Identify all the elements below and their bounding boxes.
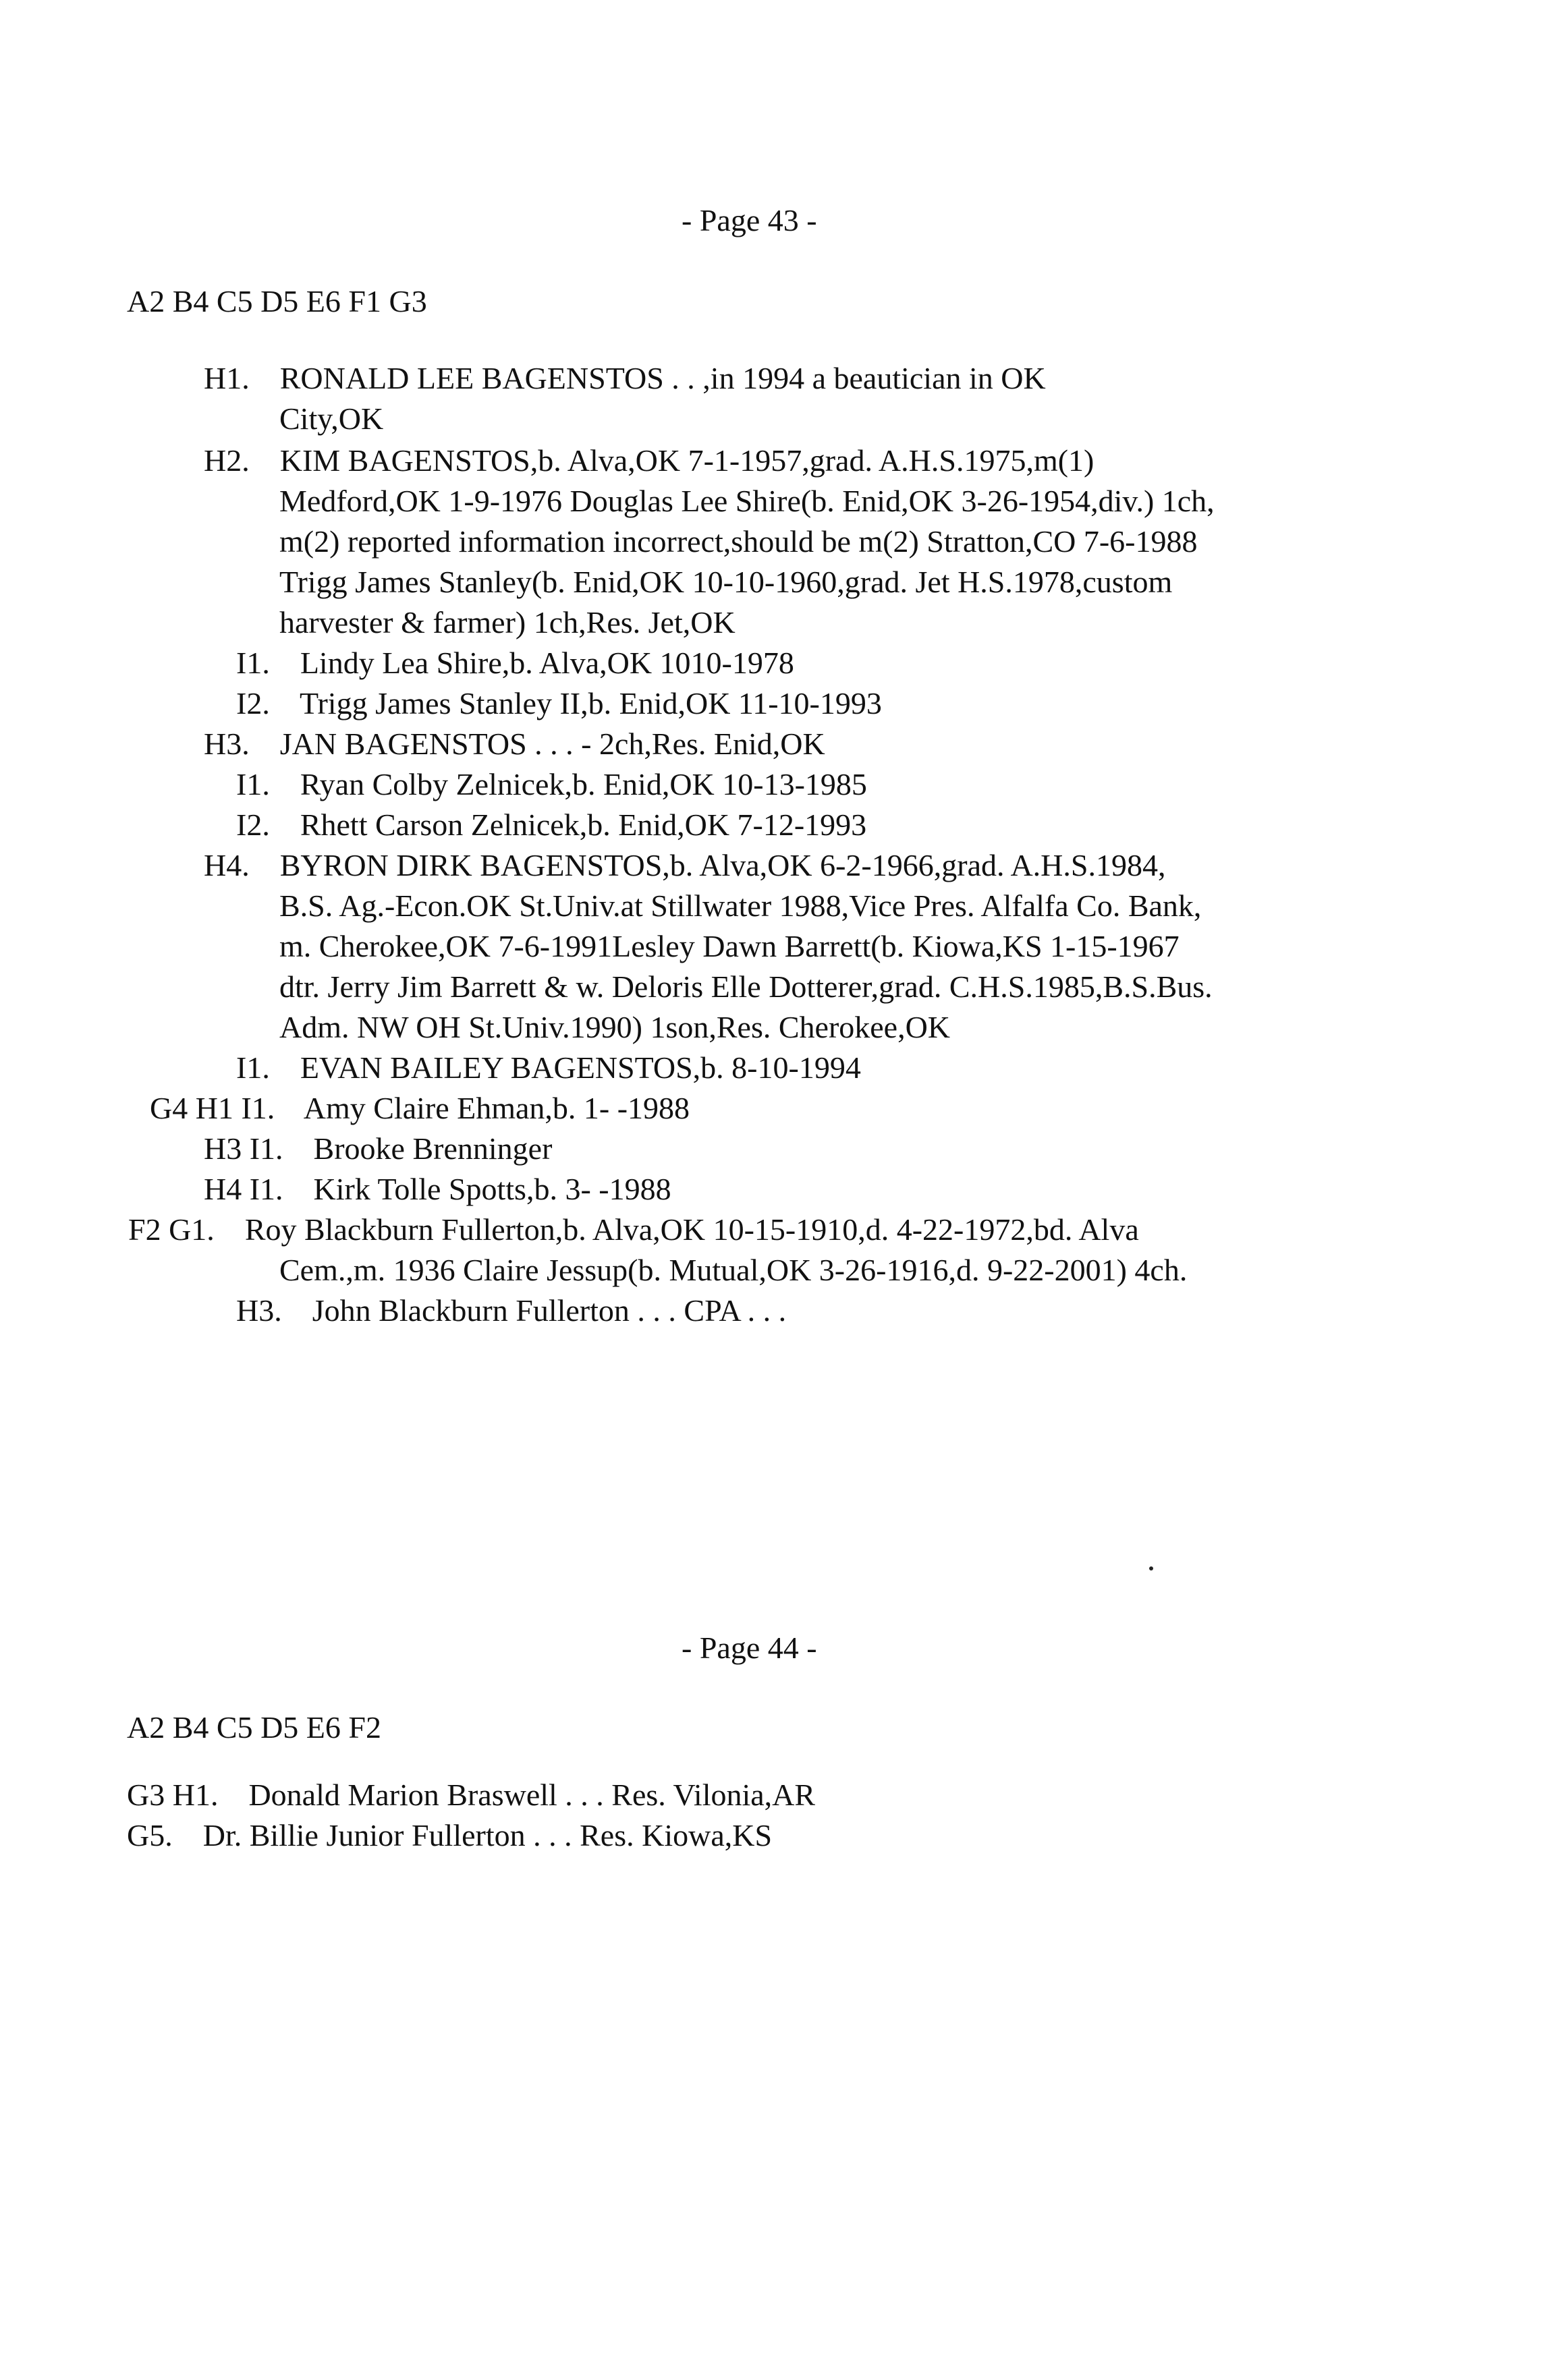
entry-i1 bbox=[236, 1047, 861, 1089]
entry-h4 bbox=[204, 845, 1165, 886]
entry-text: JAN BAGENSTOS . . . - 2ch,Res. Enid,OK bbox=[279, 727, 825, 761]
entry-continuation: Medford,OK 1-9-1976 Douglas Lee Shire(b. Enid,OK 3-26-1954,div.) 1ch, bbox=[279, 484, 1215, 518]
entry-label: H4. bbox=[204, 848, 250, 882]
entry-text: Ryan Colby Zelnicek,b. Enid,OK 10-13-1985 bbox=[300, 767, 867, 801]
entry-h3-i1 bbox=[204, 1128, 552, 1170]
entry-continuation: Cem.,m. 1936 Claire Jessup(b. Mutual,OK 3-26-1916,d. 9-22-2001) 4ch. bbox=[279, 1253, 1188, 1287]
entry-label: F2 G1. bbox=[128, 1212, 215, 1247]
page-43-generation-code: A2 B4 C5 D5 E6 F1 G3 bbox=[127, 284, 427, 318]
entry-text: Donald Marion Braswell . . . Res. Vilonia,AR bbox=[248, 1778, 816, 1812]
entry-text: Brooke Brenninger bbox=[313, 1131, 553, 1166]
entry-i1 bbox=[236, 764, 867, 805]
entry-continuation: m(2) reported information incorrect,should be m(2) Stratton,CO 7-6-1988 bbox=[279, 524, 1198, 559]
page-44-generation-code: A2 B4 C5 D5 E6 F2 bbox=[127, 1710, 381, 1745]
entry-label: H4 I1. bbox=[204, 1172, 283, 1206]
entry-label: H3 I1. bbox=[204, 1131, 283, 1166]
entry-f2-g1 bbox=[128, 1209, 1139, 1251]
entry-label: H2. bbox=[204, 443, 250, 478]
entry-text: Dr. Billie Junior Fullerton . . . Res. Kiowa,KS bbox=[202, 1818, 773, 1852]
entry-h3 bbox=[204, 723, 825, 765]
entry-g5 bbox=[127, 1815, 772, 1857]
entry-g3-h1 bbox=[127, 1774, 815, 1816]
page-43-header: - Page 43 - bbox=[682, 203, 817, 237]
entry-label: I1. bbox=[236, 1050, 270, 1085]
entry-label: G3 H1. bbox=[127, 1778, 219, 1812]
entry-text: Lindy Lea Shire,b. Alva,OK 1010-1978 bbox=[300, 646, 794, 680]
entry-continuation: m. Cherokee,OK 7-6-1991Lesley Dawn Barrett(b. Kiowa,KS 1-15-1967 bbox=[279, 929, 1180, 963]
entry-label: H3. bbox=[204, 727, 250, 761]
page-44-header: - Page 44 - bbox=[682, 1631, 817, 1665]
scan-speck bbox=[1149, 1566, 1153, 1570]
entry-text: KIM BAGENSTOS,b. Alva,OK 7-1-1957,grad. A.H.S.1975,m(1) bbox=[279, 443, 1094, 478]
entry-label: I1. bbox=[236, 646, 270, 680]
entry-h2 bbox=[204, 440, 1094, 482]
entry-text: John Blackburn Fullerton . . . CPA . . . bbox=[312, 1293, 787, 1328]
entry-text: RONALD LEE BAGENSTOS . . ,in 1994 a beautician in OK bbox=[279, 361, 1046, 395]
entry-text: Rhett Carson Zelnicek,b. Enid,OK 7-12-1993 bbox=[300, 808, 867, 842]
entry-h3 bbox=[236, 1290, 786, 1332]
entry-label: I1. bbox=[236, 767, 270, 801]
entry-continuation: Adm. NW OH St.Univ.1990) 1son,Res. Cherokee,OK bbox=[279, 1010, 951, 1044]
entry-text: Trigg James Stanley II,b. Enid,OK 11-10-1993 bbox=[300, 686, 882, 720]
entry-label: I2. bbox=[236, 686, 270, 720]
entry-text: EVAN BAILEY BAGENSTOS,b. 8-10-1994 bbox=[300, 1050, 861, 1085]
entry-label: G4 H1 I1. bbox=[150, 1091, 275, 1125]
entry-i2 bbox=[236, 683, 882, 725]
entry-label: G5. bbox=[127, 1818, 173, 1852]
entry-continuation: harvester & farmer) 1ch,Res. Jet,OK bbox=[279, 605, 736, 640]
entry-g4-h1-i1 bbox=[150, 1087, 690, 1129]
entry-continuation: B.S. Ag.-Econ.OK St.Univ.at Stillwater 1988,Vice Pres. Alfalfa Co. Bank, bbox=[279, 888, 1202, 923]
entry-label: H3. bbox=[236, 1293, 282, 1328]
entry-continuation: City,OK bbox=[279, 401, 384, 436]
entry-text: Amy Claire Ehman,b. 1- -1988 bbox=[303, 1091, 690, 1125]
entry-text: Roy Blackburn Fullerton,b. Alva,OK 10-15-1910,d. 4-22-1972,bd. Alva bbox=[244, 1212, 1139, 1247]
entry-continuation: dtr. Jerry Jim Barrett & w. Deloris Elle Dotterer,grad. C.H.S.1985,B.S.Bus. bbox=[279, 969, 1213, 1004]
entry-text: BYRON DIRK BAGENSTOS,b. Alva,OK 6-2-1966,grad. A.H.S.1984, bbox=[279, 848, 1166, 882]
entry-i2 bbox=[236, 804, 866, 846]
entry-i1 bbox=[236, 642, 794, 684]
entry-h1 bbox=[204, 358, 1046, 399]
entry-continuation: Trigg James Stanley(b. Enid,OK 10-10-1960,grad. Jet H.S.1978,custom bbox=[279, 565, 1173, 599]
entry-label: I2. bbox=[236, 808, 270, 842]
entry-label: H1. bbox=[204, 361, 250, 395]
entry-text: Kirk Tolle Spotts,b. 3- -1988 bbox=[313, 1172, 671, 1206]
entry-h4-i1 bbox=[204, 1168, 671, 1210]
